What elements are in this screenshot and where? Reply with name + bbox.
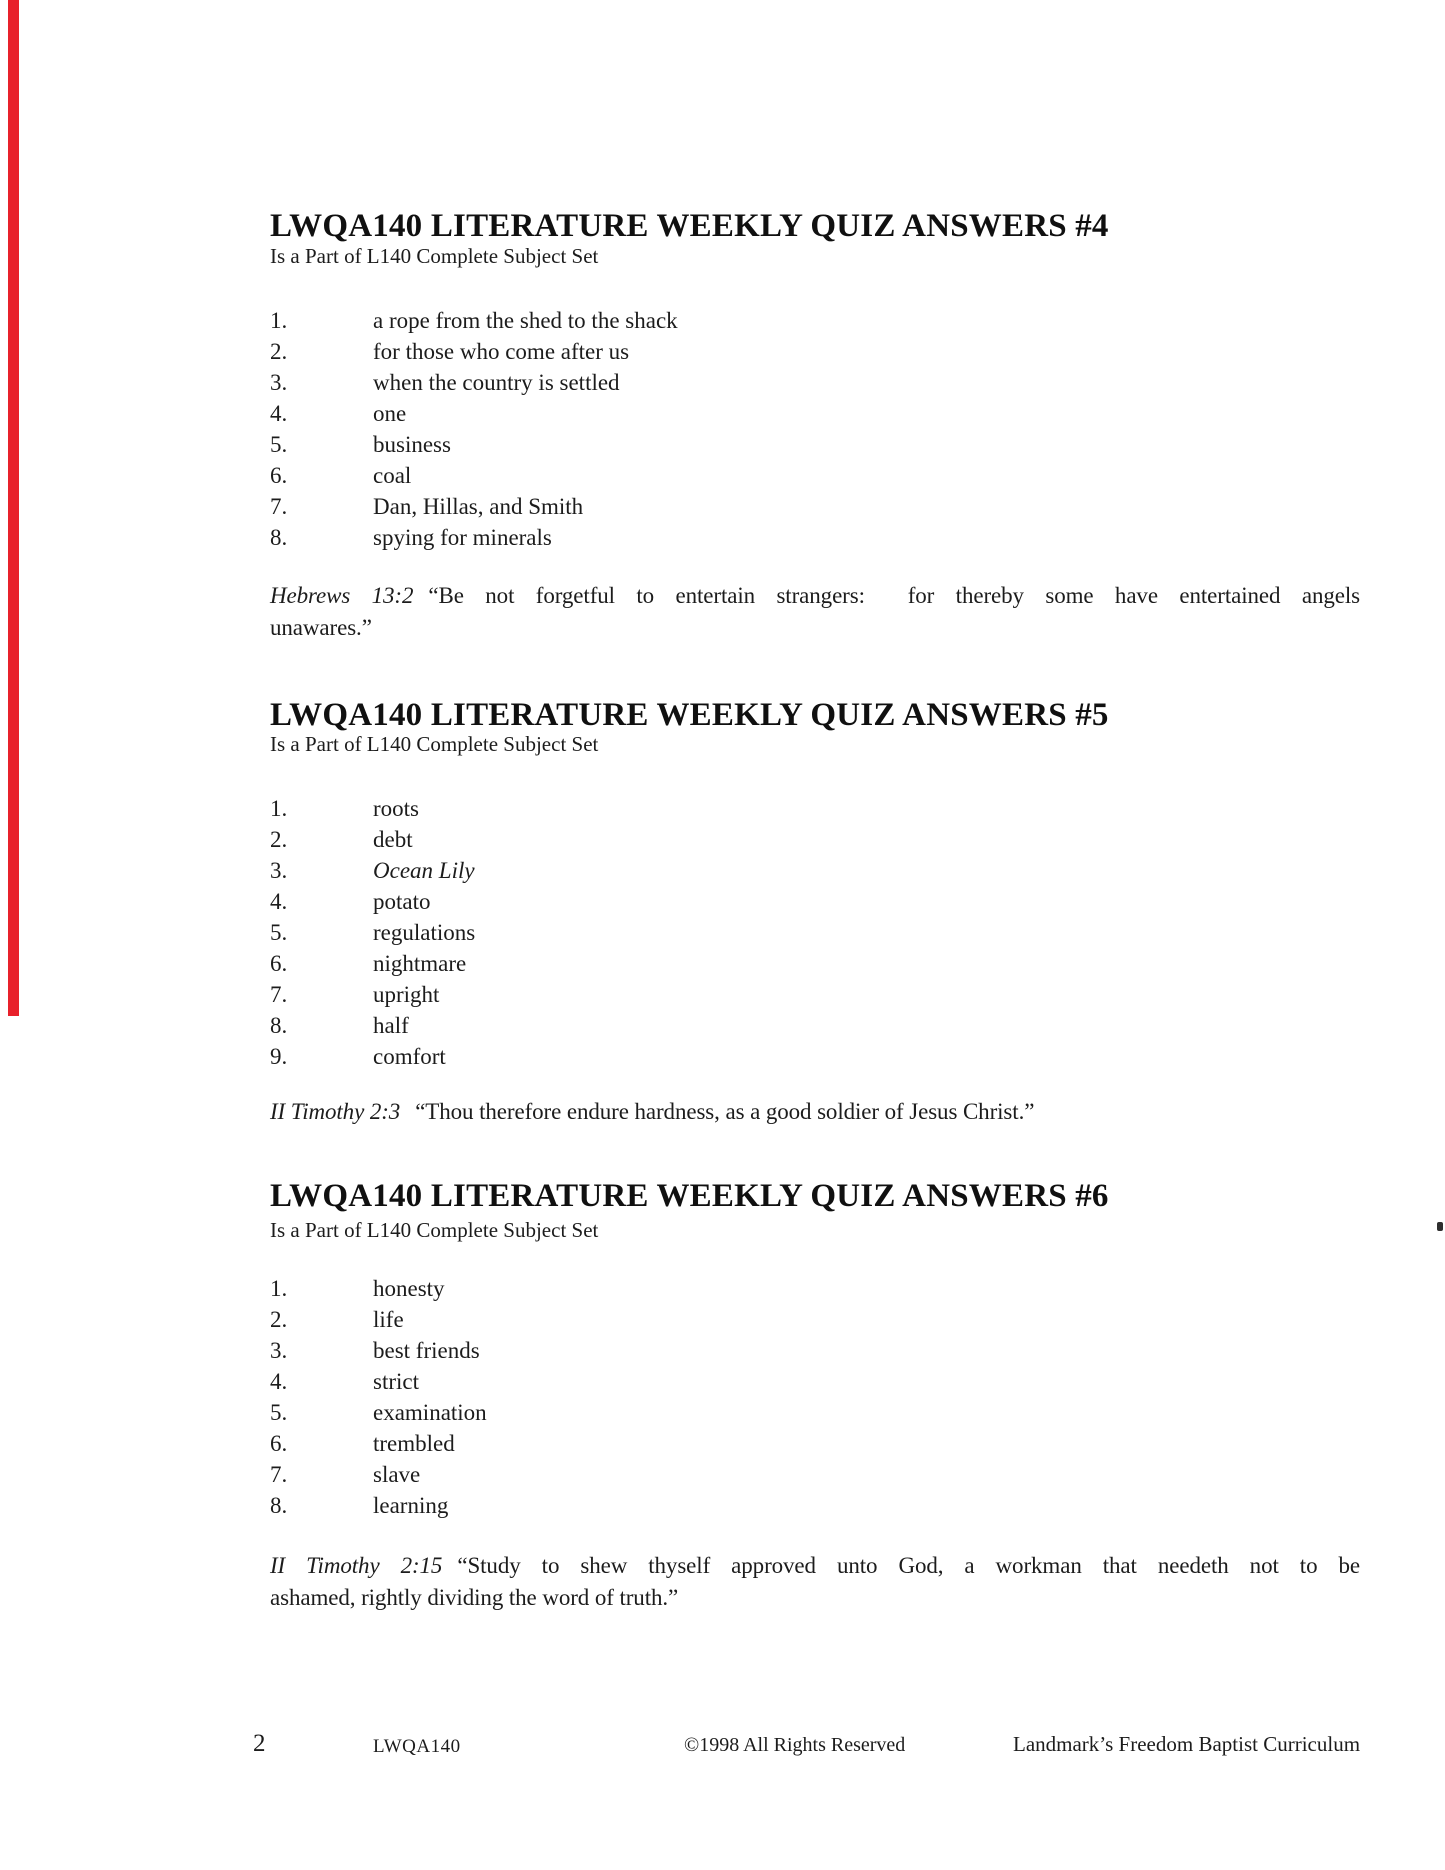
scan-edge-stripe <box>8 0 19 1016</box>
answer-text: honesty <box>373 1276 445 1301</box>
answer-text: examination <box>373 1400 487 1425</box>
verse-line: ashamed, rightly dividing the word of truth.” <box>270 1585 679 1610</box>
answer-row <box>270 1366 1360 1397</box>
verse-reference: II Timothy 2:15 <box>270 1553 443 1578</box>
answer-row <box>270 522 1360 553</box>
answer-row <box>270 793 1360 824</box>
answer-number: 4. <box>270 401 288 426</box>
answer-text: roots <box>373 796 419 821</box>
answer-row <box>270 305 1360 336</box>
verse-reference: II Timothy 2:3 <box>270 1099 401 1124</box>
verse-quiz4 <box>270 580 1360 644</box>
answer-text: Ocean Lily <box>373 858 475 883</box>
answer-number: 5. <box>270 432 288 457</box>
answer-row <box>270 948 1360 979</box>
footer-publisher: Landmark’s Freedom Baptist Curriculum <box>1013 1732 1361 1756</box>
answer-number: 1. <box>270 796 288 821</box>
answer-row <box>270 336 1360 367</box>
answer-number: 3. <box>270 1338 288 1363</box>
answer-number: 7. <box>270 1462 288 1487</box>
answer-text: spying for minerals <box>373 525 552 550</box>
section-title-quiz6: LWQA140 LITERATURE WEEKLY QUIZ ANSWERS #6 <box>270 1178 1109 1214</box>
answer-number: 2. <box>270 827 288 852</box>
answer-row <box>270 1490 1360 1521</box>
section-title-quiz4: LWQA140 LITERATURE WEEKLY QUIZ ANSWERS #4 <box>270 208 1109 244</box>
answer-number: 5. <box>270 1400 288 1425</box>
answer-row <box>270 367 1360 398</box>
answer-text: business <box>373 432 451 457</box>
answer-row <box>270 1459 1360 1490</box>
answer-number: 3. <box>270 370 288 395</box>
answer-number: 4. <box>270 889 288 914</box>
answer-row <box>270 979 1360 1010</box>
answer-text: slave <box>373 1462 421 1487</box>
answer-row <box>270 1397 1360 1428</box>
answer-row <box>270 855 1360 886</box>
verse-line <box>270 1096 1360 1128</box>
answer-number: 5. <box>270 920 288 945</box>
answer-number: 8. <box>270 525 288 550</box>
verse-quiz6 <box>270 1550 1360 1614</box>
answer-text: coal <box>373 463 412 488</box>
answer-row <box>270 398 1360 429</box>
answer-row <box>270 1428 1360 1459</box>
answer-number: 2. <box>270 339 288 364</box>
footer-copyright: ©1998 All Rights Reserved <box>684 1734 906 1756</box>
answer-number: 9. <box>270 1044 288 1069</box>
answer-text: one <box>373 401 407 426</box>
answer-row <box>270 491 1360 522</box>
answer-row <box>270 429 1360 460</box>
answer-text: when the country is settled <box>373 370 620 395</box>
answer-text: potato <box>373 889 431 914</box>
verse-line <box>270 1550 1360 1582</box>
answer-text: trembled <box>373 1431 455 1456</box>
answer-text: regulations <box>373 920 476 945</box>
answer-text: Dan, Hillas, and Smith <box>373 494 584 519</box>
answer-number: 6. <box>270 951 288 976</box>
verse-quote: “Study to shew thyself approved unto God, a workman that needeth not to be <box>457 1553 1360 1578</box>
answer-list-quiz6 <box>270 1273 1360 1521</box>
answer-row <box>270 1304 1360 1335</box>
page-number: 2 <box>253 1730 266 1757</box>
answer-row <box>270 1041 1360 1072</box>
answer-list-quiz5 <box>270 793 1360 1072</box>
answer-number: 1. <box>270 308 288 333</box>
answer-number: 3. <box>270 858 288 883</box>
answer-number: 1. <box>270 1276 288 1301</box>
answer-row <box>270 1273 1360 1304</box>
verse-reference: Hebrews 13:2 <box>270 583 414 608</box>
answer-number: 6. <box>270 463 288 488</box>
answer-list-quiz4 <box>270 305 1360 553</box>
answer-row <box>270 824 1360 855</box>
answer-text: for those who come after us <box>373 339 630 364</box>
answer-text: learning <box>373 1493 449 1518</box>
footer-course-code: LWQA140 <box>373 1736 461 1757</box>
verse-quiz5 <box>270 1096 1360 1128</box>
answer-text: debt <box>373 827 413 852</box>
answer-number: 8. <box>270 1013 288 1038</box>
answer-row <box>270 1010 1360 1041</box>
answer-text: a rope from the shed to the shack <box>373 308 678 333</box>
section-subtitle-quiz4: Is a Part of L140 Complete Subject Set <box>270 244 599 268</box>
scan-speck-artifact <box>1437 1222 1443 1231</box>
section-title-quiz5: LWQA140 LITERATURE WEEKLY QUIZ ANSWERS #5 <box>270 697 1109 733</box>
answer-number: 7. <box>270 982 288 1007</box>
answer-number: 4. <box>270 1369 288 1394</box>
answer-number: 2. <box>270 1307 288 1332</box>
section-subtitle-quiz5: Is a Part of L140 Complete Subject Set <box>270 732 599 756</box>
section-subtitle-quiz6: Is a Part of L140 Complete Subject Set <box>270 1218 599 1242</box>
answer-row <box>270 917 1360 948</box>
answer-number: 6. <box>270 1431 288 1456</box>
verse-line: unawares.” <box>270 615 372 640</box>
answer-number: 7. <box>270 494 288 519</box>
answer-number: 8. <box>270 1493 288 1518</box>
answer-text: strict <box>373 1369 419 1394</box>
verse-quote: “Thou therefore endure hardness, as a good soldier of Jesus Christ.” <box>415 1099 1035 1124</box>
answer-text: comfort <box>373 1044 446 1069</box>
answer-text: best friends <box>373 1338 480 1363</box>
answer-row <box>270 460 1360 491</box>
answer-text: upright <box>373 982 440 1007</box>
answer-text: half <box>373 1013 409 1038</box>
answer-row <box>270 886 1360 917</box>
answer-row <box>270 1335 1360 1366</box>
answer-text: nightmare <box>373 951 467 976</box>
verse-quote: “Be not forgetful to entertain strangers: for thereby some have entertained angels <box>428 583 1360 608</box>
verse-line <box>270 580 1360 612</box>
answer-text: life <box>373 1307 404 1332</box>
